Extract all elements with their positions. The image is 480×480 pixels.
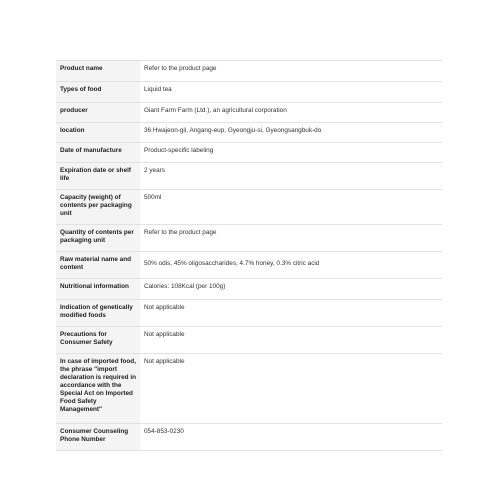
value-date-of-manufacture: Product-specific labeling [144,147,214,154]
row-nutritional-info [56,279,442,300]
row-gmo [56,300,442,327]
value-raw-material: 50% odis, 45% oligosaccharides, 4.7% honey, 0.3% citric acid [144,260,320,267]
value-types-of-food: Liquid tea [144,86,172,93]
row-capacity [56,190,442,225]
row-date-of-manufacture [56,143,442,163]
value-producer: Giant Farm Farm (Ltd.), an agricultural corporation [144,107,287,114]
label-types-of-food: Types of food [56,82,140,103]
label-producer: producer [56,103,140,123]
row-imported-food [56,354,442,424]
row-producer [56,103,442,123]
label-quantity: Quantity of contents per packaging unit [56,225,140,252]
label-raw-material: Raw material name and content [56,252,140,279]
label-date-of-manufacture: Date of manufacture [56,143,140,163]
value-capacity: 500ml [144,194,162,201]
value-nutritional-info: Calories: 108Kcal (per 100g) [144,283,226,290]
row-consumer-phone [56,424,442,451]
row-expiration [56,163,442,190]
row-raw-material [56,252,442,279]
value-gmo: Not applicable [144,304,185,311]
row-location [56,123,442,143]
label-imported-food: In case of imported food, the phrase "import declaration is required in accordance with the Special Act on Imported Food Safety Management" [56,354,140,424]
value-consumer-phone: 054-853-0230 [144,428,184,435]
row-types-of-food [56,82,442,103]
value-location: 36 Hwajeon-gil, Angang-eup, Gyeongju-si, Gyeongsangbuk-do [144,127,322,134]
label-gmo: Indication of genetically modified foods [56,300,140,327]
label-capacity: Capacity (weight) of contents per packaging unit [56,190,140,225]
value-product-name: Refer to the product page [144,65,217,72]
row-product-name [56,61,442,82]
value-precautions: Not applicable [144,331,185,338]
value-quantity: Refer to the product page [144,229,217,236]
label-nutritional-info: Nutritional information [56,279,140,300]
product-info-table [56,60,442,451]
value-imported-food: Not applicable [144,358,185,365]
label-consumer-phone: Consumer Counseling Phone Number [56,424,140,451]
value-expiration: 2 years [144,167,165,174]
label-expiration: Expiration date or shelf life [56,163,140,190]
label-location: location [56,123,140,143]
row-quantity [56,225,442,252]
row-precautions [56,327,442,354]
label-precautions: Precautions for Consumer Safety [56,327,140,354]
label-product-name: Product name [56,61,140,82]
